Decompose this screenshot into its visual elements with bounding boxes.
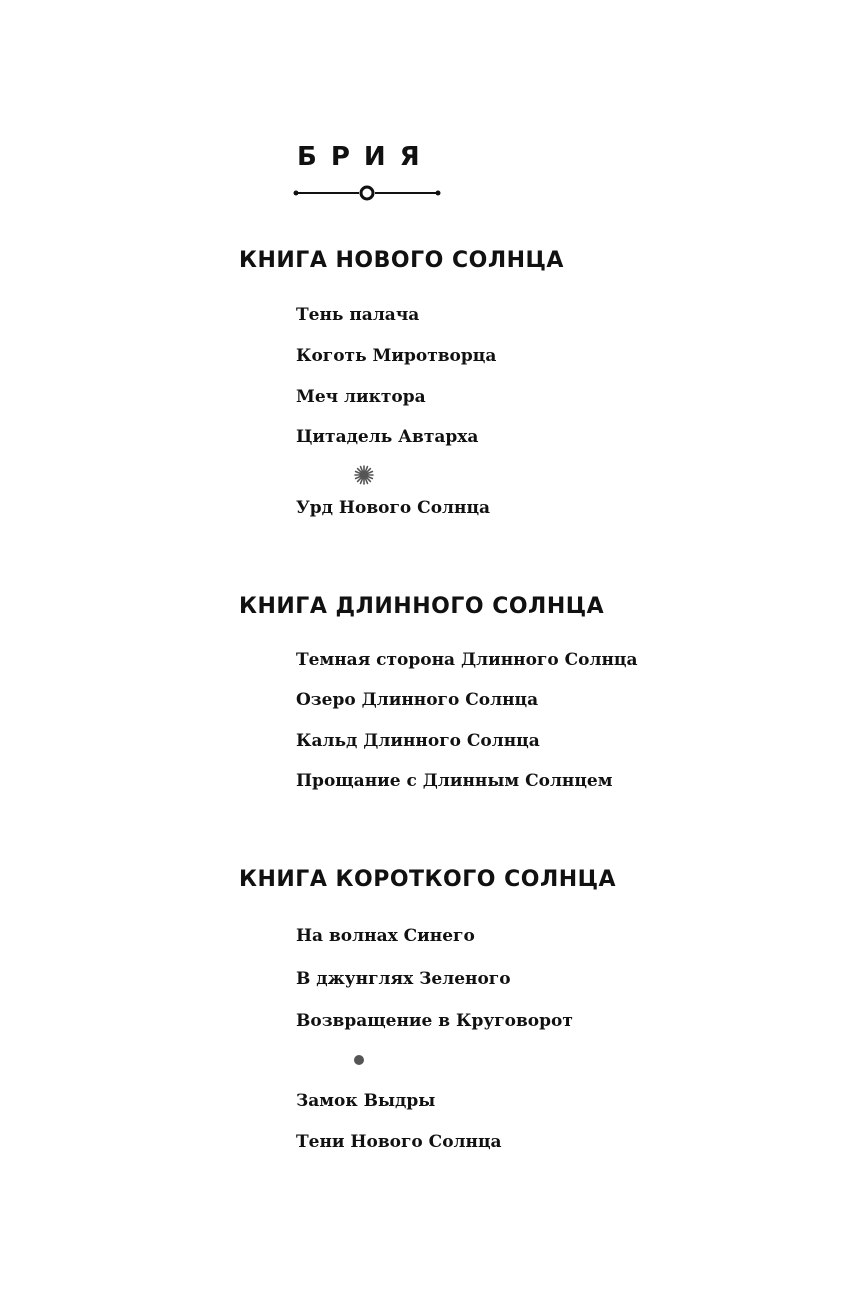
- book-title: Прощание с Длинным Солнцем: [296, 771, 613, 791]
- book-title: Темная сторона Длинного Солнца: [296, 650, 638, 670]
- book-heading-new-sun: КНИГА НОВОГО СОЛНЦА: [239, 248, 564, 273]
- line-circle-ornament-icon: [292, 184, 442, 202]
- dot-icon: [353, 1054, 365, 1066]
- sun-burst-icon: [354, 465, 374, 485]
- book-title: Цитадель Автарха: [296, 427, 479, 447]
- book-title: На волнах Синего: [296, 926, 475, 946]
- book-title: Урд Нового Солнца: [296, 498, 491, 518]
- book-title: Озеро Длинного Солнца: [296, 690, 539, 710]
- book-title: Замок Выдры: [296, 1091, 436, 1111]
- series-title: БРИЯ: [297, 142, 434, 172]
- book-heading-short-sun: КНИГА КОРОТКОГО СОЛНЦА: [239, 867, 617, 892]
- book-title: Коготь Миротворца: [296, 346, 497, 366]
- book-title: Тени Нового Солнца: [296, 1132, 502, 1152]
- book-title: В джунглях Зеленого: [296, 969, 511, 989]
- book-title: Меч ликтора: [296, 387, 426, 407]
- book-title: Кальд Длинного Солнца: [296, 731, 540, 751]
- book-title: Тень палача: [296, 305, 420, 325]
- book-heading-long-sun: КНИГА ДЛИННОГО СОЛНЦА: [239, 594, 605, 619]
- book-title: Возвращение в Круговорот: [296, 1011, 573, 1031]
